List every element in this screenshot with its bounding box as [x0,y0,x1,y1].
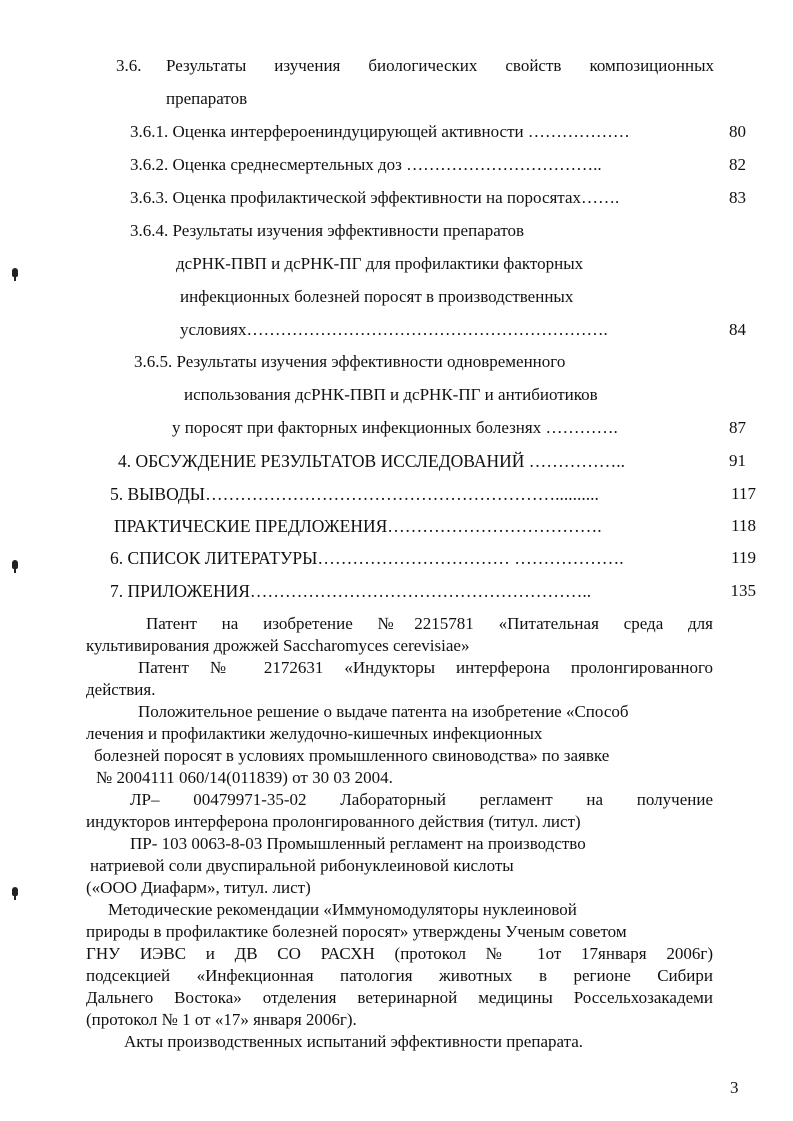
toc-3-6-3-page: 83 [729,188,746,207]
appendix-method-line6: (протокол № 1 от «17» января 2006г). [86,1010,357,1029]
toc-3-6-1[interactable]: 3.6.1. Оценка интерфероениндуцирующей активности ……………… [130,122,630,141]
margin-mark-2 [12,560,18,569]
appendix-decision-line4: № 2004111 060/14(011839) от 30 03 2004. [96,768,393,787]
toc-3-6-4-line2[interactable]: дсРНК-ПВП и дсРНК-ПГ для профилактики факторных [176,254,584,273]
appendix-patent-2-line1: Патент № 2172631 «Индукторы интерферона пролонгированного [138,658,713,677]
toc-practical-proposals-page: 118 [731,516,756,535]
appendix-patent-2-line2: действия. [86,680,156,699]
toc-3-6-number: 3.6. [116,56,142,75]
toc-3-6-4-line1[interactable]: 3.6.4. Результаты изучения эффективности препаратов [130,221,525,240]
margin-mark-1 [12,268,18,277]
toc-3-6-2[interactable]: 3.6.2. Оценка среднесмертельных доз …………………………….. [130,155,602,174]
margin-mark-3 [12,887,18,896]
appendix-ind-reg-line1: ПР- 103 0063-8-03 Промышленный регламент на производство [130,834,586,853]
appendix-method-line2: природы в профилактике болезней поросят» утверждены Ученым советом [86,922,627,941]
appendix-lab-reg-line1: ЛР– 00479971-35-02 Лабораторный регламент на получение [130,790,713,809]
appendix-lab-reg-line2: индукторов интерферона пролонгированного действия (титул. лист) [86,812,581,831]
toc-section-5-page: 117 [731,484,756,503]
toc-section-4-page: 91 [729,451,746,470]
toc-3-6-title-line2: препаратов [166,89,248,108]
appendix-patent-1-line2: культивирования дрожжей Saccharomyces cerevisiae» [86,636,470,655]
toc-3-6-3[interactable]: 3.6.3. Оценка профилактической эффективности на поросятах……. [130,188,620,207]
toc-practical-proposals[interactable]: ПРАКТИЧЕСКИЕ ПРЕДЛОЖЕНИЯ………………………………. [114,516,602,536]
appendix-method-line5: Дальнего Востока» отделения ветеринарной медицины Россельхозакадеми [86,988,713,1007]
appendix-method-line3: ГНУ ИЭВС и ДВ СО РАСХН (протокол № 1от 17января 2006г) [86,944,713,963]
toc-3-6-2-page: 82 [729,155,746,174]
toc-3-6-4-line4[interactable]: условиях………………………………………………………. [180,320,608,339]
toc-3-6-4-page: 84 [729,320,746,339]
toc-3-6-5-line1[interactable]: 3.6.5. Результаты изучения эффективности одновременного [134,352,566,371]
toc-section-4[interactable]: 4. ОБСУЖДЕНИЕ РЕЗУЛЬТАТОВ ИССЛЕДОВАНИЙ …………….. [118,451,626,471]
appendix-decision-line3: болезней поросят в условиях промышленного свиноводства» по заявке [94,746,610,765]
toc-section-6-page: 119 [731,548,756,567]
toc-section-6[interactable]: 6. СПИСОК ЛИТЕРАТУРЫ…………………………… ………………. [110,548,624,568]
toc-3-6-5-line3[interactable]: у поросят при факторных инфекционных болезнях …………. [172,418,618,437]
appendix-ind-reg-line3: («ООО Диафарм», титул. лист) [86,878,311,897]
toc-section-7[interactable]: 7. ПРИЛОЖЕНИЯ………………………………………………….. [110,581,592,601]
page-number: 3 [730,1078,739,1097]
toc-3-6-1-page: 80 [729,122,746,141]
toc-3-6-5-page: 87 [729,418,746,437]
appendix-decision-line1: Положительное решение о выдаче патента на изобретение «Способ [138,702,629,721]
appendix-method-line1: Методические рекомендации «Иммуномодуляторы нуклеиновой [108,900,577,919]
toc-section-7-page: 135 [730,581,756,600]
appendix-method-line4: подсекцией «Инфекционная патология животных в регионе Сибири [86,966,713,985]
appendix-acts: Акты производственных испытаний эффективности препарата. [124,1032,584,1051]
toc-3-6-title-line1: Результаты изучения биологических свойств композиционных [166,56,714,75]
toc-3-6-4-line3[interactable]: инфекционных болезней поросят в производственных [180,287,574,306]
toc-3-6-5-line2[interactable]: использования дсРНК-ПВП и дсРНК-ПГ и антибиотиков [184,385,598,404]
appendix-decision-line2: лечения и профилактики желудочно-кишечных инфекционных [86,724,543,743]
appendix-ind-reg-line2: натриевой соли двуспиральной рибонуклеиновой кислоты [90,856,514,875]
toc-section-5[interactable]: 5. ВЫВОДЫ…………………………………………………….......... [110,484,599,504]
appendix-patent-1-line1: Патент на изобретение №2215781 «Питательная среда для [146,614,713,633]
